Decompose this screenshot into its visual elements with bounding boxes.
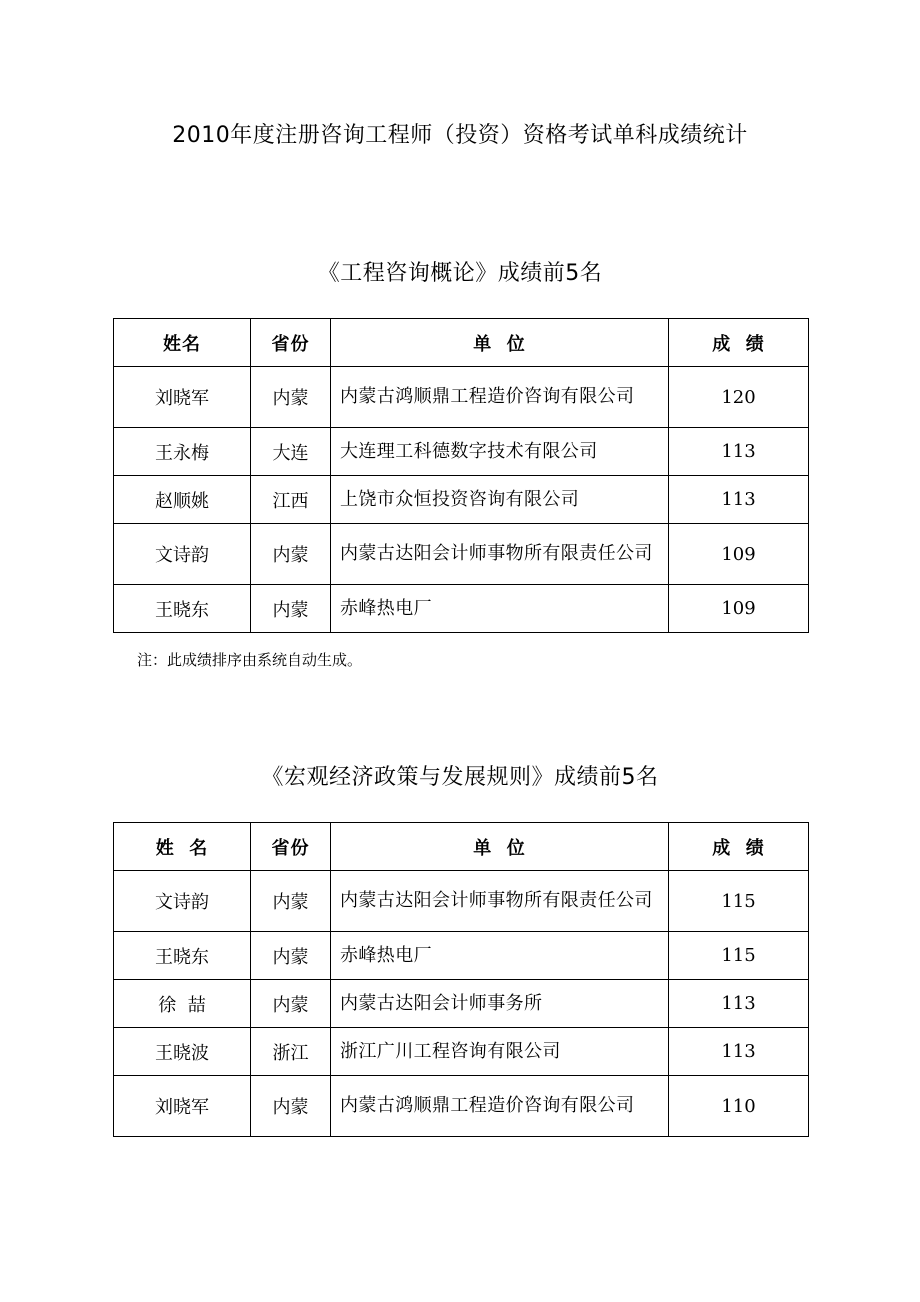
header-name: 姓 名 bbox=[114, 823, 251, 871]
cell-score: 113 bbox=[669, 476, 809, 524]
cell-unit: 赤峰热电厂 bbox=[331, 585, 669, 633]
score-table-macro-policy bbox=[113, 822, 809, 1137]
score-table-intro bbox=[113, 318, 809, 633]
cell-name: 王晓东 bbox=[114, 585, 251, 633]
cell-unit: 内蒙古达阳会计师事物所有限责任公司 bbox=[331, 871, 669, 932]
cell-unit: 赤峰热电厂 bbox=[331, 932, 669, 980]
cell-score: 115 bbox=[669, 871, 809, 932]
table-row bbox=[114, 1028, 809, 1076]
table-row bbox=[114, 980, 809, 1028]
cell-unit: 浙江广川工程咨询有限公司 bbox=[331, 1028, 669, 1076]
cell-name: 刘晓军 bbox=[114, 367, 251, 428]
cell-name: 赵顺姚 bbox=[114, 476, 251, 524]
header-unit: 单 位 bbox=[331, 319, 669, 367]
cell-province: 内蒙 bbox=[251, 1076, 331, 1137]
cell-name: 刘晓军 bbox=[114, 1076, 251, 1137]
cell-name: 徐 喆 bbox=[114, 980, 251, 1028]
table-row bbox=[114, 932, 809, 980]
cell-name: 王晓波 bbox=[114, 1028, 251, 1076]
cell-province: 内蒙 bbox=[251, 932, 331, 980]
table-row bbox=[114, 428, 809, 476]
cell-name: 文诗韵 bbox=[114, 524, 251, 585]
cell-name: 王永梅 bbox=[114, 428, 251, 476]
table-row bbox=[114, 1076, 809, 1137]
table-header-row bbox=[114, 823, 809, 871]
cell-province: 内蒙 bbox=[251, 367, 331, 428]
document-title: 2010年度注册咨询工程师（投资）资格考试单科成绩统计 bbox=[172, 123, 748, 148]
cell-province: 内蒙 bbox=[251, 524, 331, 585]
table-row bbox=[114, 871, 809, 932]
cell-unit: 内蒙古鸿顺鼎工程造价咨询有限公司 bbox=[331, 367, 669, 428]
section-title-macro-policy: 《宏观经济政策与发展规则》成绩前5名 bbox=[261, 765, 659, 790]
table-row bbox=[114, 367, 809, 428]
cell-unit: 上饶市众恒投资咨询有限公司 bbox=[331, 476, 669, 524]
cell-unit: 大连理工科德数字技术有限公司 bbox=[331, 428, 669, 476]
table-note: 注：此成绩排序由系统自动生成。 bbox=[137, 651, 363, 669]
cell-score: 113 bbox=[669, 980, 809, 1028]
table-row bbox=[114, 585, 809, 633]
header-province: 省份 bbox=[251, 319, 331, 367]
cell-name: 文诗韵 bbox=[114, 871, 251, 932]
cell-province: 内蒙 bbox=[251, 871, 331, 932]
header-name: 姓名 bbox=[114, 319, 251, 367]
cell-province: 江西 bbox=[251, 476, 331, 524]
header-province: 省份 bbox=[251, 823, 331, 871]
cell-score: 110 bbox=[669, 1076, 809, 1137]
cell-score: 120 bbox=[669, 367, 809, 428]
cell-province: 内蒙 bbox=[251, 980, 331, 1028]
cell-score: 109 bbox=[669, 524, 809, 585]
section-title-intro: 《工程咨询概论》成绩前5名 bbox=[317, 261, 603, 286]
cell-score: 113 bbox=[669, 1028, 809, 1076]
cell-name: 王晓东 bbox=[114, 932, 251, 980]
header-score: 成 绩 bbox=[669, 319, 809, 367]
cell-province: 内蒙 bbox=[251, 585, 331, 633]
header-unit: 单 位 bbox=[331, 823, 669, 871]
cell-score: 115 bbox=[669, 932, 809, 980]
table-row bbox=[114, 476, 809, 524]
table-row bbox=[114, 524, 809, 585]
cell-unit: 内蒙古鸿顺鼎工程造价咨询有限公司 bbox=[331, 1076, 669, 1137]
cell-unit: 内蒙古达阳会计师事物所有限责任公司 bbox=[331, 524, 669, 585]
cell-province: 浙江 bbox=[251, 1028, 331, 1076]
cell-unit: 内蒙古达阳会计师事务所 bbox=[331, 980, 669, 1028]
header-score: 成 绩 bbox=[669, 823, 809, 871]
cell-score: 113 bbox=[669, 428, 809, 476]
cell-province: 大连 bbox=[251, 428, 331, 476]
cell-score: 109 bbox=[669, 585, 809, 633]
table-header-row bbox=[114, 319, 809, 367]
